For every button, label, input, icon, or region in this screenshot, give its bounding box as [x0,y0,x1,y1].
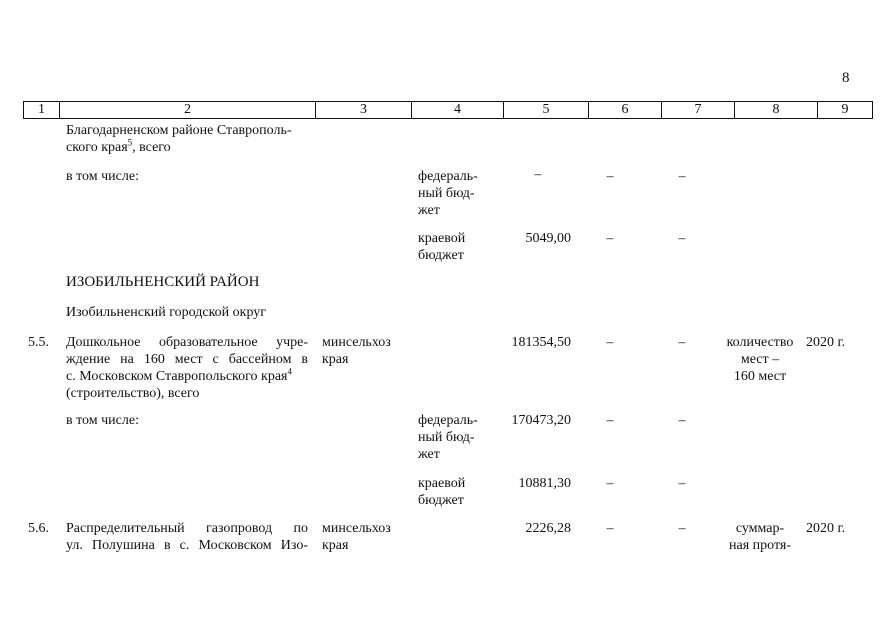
indicator: количество мест – 160 мест [726,335,794,384]
dash-col7: – [678,521,686,536]
footnote-marker: 4 [287,366,292,377]
regional-budget-label: краевой бюджет [418,231,466,263]
district-title: ИЗОБИЛЬНЕНСКИЙ РАЙОН [66,274,260,290]
federal-amount: – [534,167,542,182]
item-description-line-2: ждение на 160 мест с бассейном в [66,352,308,367]
regional-amount: 5049,00 [525,231,571,246]
column-header-9: 9 [818,102,873,119]
dash-col6: – [606,169,614,184]
dash-col7: – [678,169,686,184]
including-label: в том числе: [66,413,139,428]
dash-col6: – [606,231,614,246]
item-number: 5.6. [28,521,49,536]
footnote-marker: 5 [127,137,133,148]
column-number-header [23,101,873,119]
column-header-6: 6 [589,102,662,119]
dash-col6: – [606,476,614,491]
column-header-2: 2 [60,102,316,119]
column-header-7: 7 [662,102,735,119]
including-label: в том числе: [66,169,139,184]
column-header-4: 4 [412,102,504,119]
dash-col6: – [606,413,614,428]
column-header-3: 3 [316,102,412,119]
dash-col6: – [606,335,614,350]
page-number: 8 [842,70,850,86]
federal-budget-label: федераль- ный бюд- жет [418,169,478,218]
federal-budget-label: федераль- ный бюд- жет [418,413,478,462]
column-header-1: 1 [24,102,60,119]
federal-amount: 170473,20 [511,413,571,428]
item-description-line-3: с. Московском Ставропольского края$^4$ [66,366,292,384]
dash-col7: – [678,413,686,428]
column-header-8: 8 [735,102,818,119]
item-description-line-2: ул. Полушина в с. Московском Изо- [66,538,308,553]
continued-item-line-2: ского края$^5$, всего [66,137,171,155]
dash-col7: – [678,476,686,491]
okrug-title: Изобильненский городской округ [66,305,267,320]
completion-year: 2020 г. [806,521,846,536]
dash-col7: – [678,335,686,350]
dash-col7: – [678,231,686,246]
total-amount: 2226,28 [525,521,571,536]
column-header-5: 5 [504,102,589,119]
total-amount: 181354,50 [511,335,571,350]
continued-item-line-1: Благодарненском районе Ставрополь- [66,123,292,138]
item-description-line-4: (строительство), всего [66,386,200,401]
item-description-line-1: Дошкольное образовательное учре- [66,335,308,350]
regional-budget-label: краевой бюджет [418,476,466,508]
executor: минсельхоз края [322,521,391,553]
completion-year: 2020 г. [806,335,846,350]
item-number: 5.5. [28,335,49,350]
indicator: суммар- ная протя- [729,521,791,553]
dash-col6: – [606,521,614,536]
item-description-line-1: Распределительный газопровод по [66,521,308,536]
regional-amount: 10881,30 [518,476,571,491]
executor: минсельхоз края [322,335,391,367]
